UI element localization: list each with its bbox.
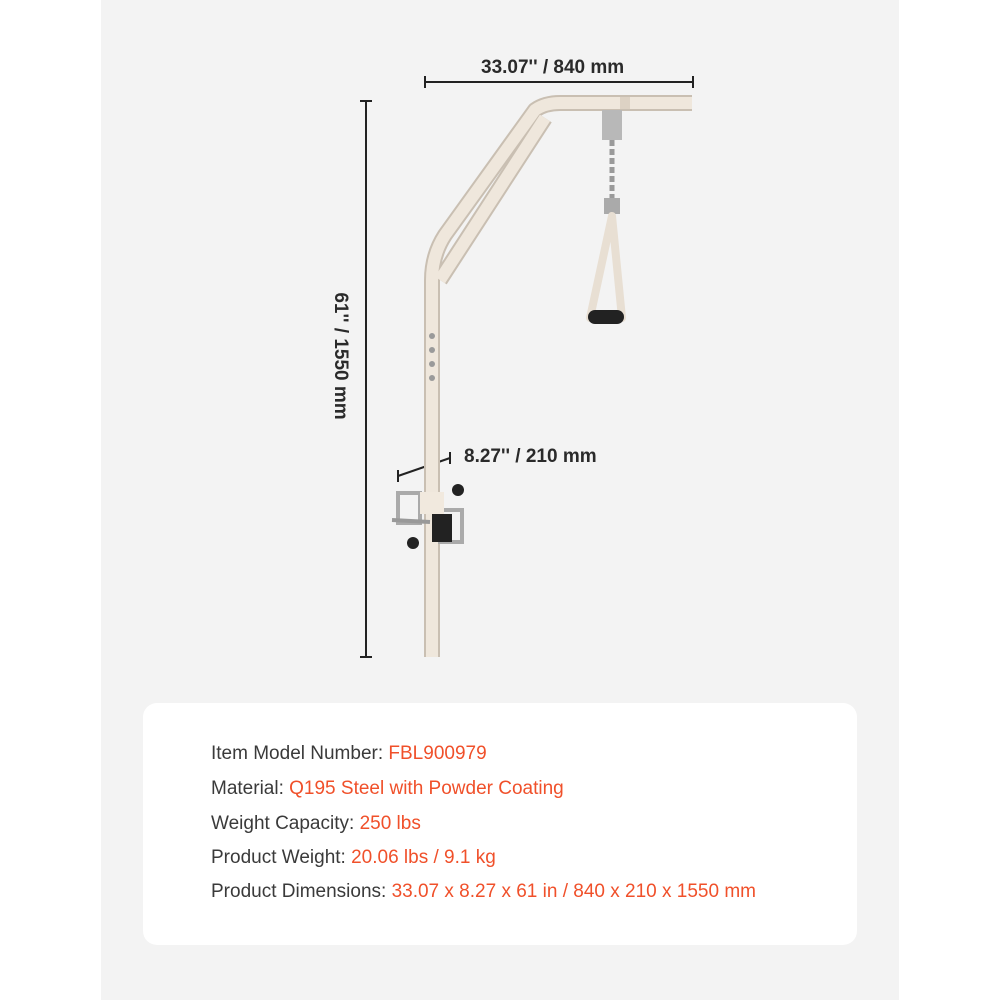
clamp-dimension-label: 8.27'' / 210 mm — [464, 446, 597, 467]
width-dimension-label: 33.07'' / 840 mm — [481, 57, 625, 78]
spec-product-weight — [211, 847, 496, 869]
spec-value: Q195 Steel with Powder Coating — [289, 778, 564, 799]
spec-value: FBL900979 — [388, 743, 487, 764]
spec-label: Item Model Number: — [211, 743, 389, 764]
spec-weight-capacity — [211, 813, 421, 835]
spec-label: Material: — [211, 778, 290, 799]
spec-label: Product Weight: — [211, 847, 352, 868]
spec-value: 33.07 x 8.27 x 61 in / 840 x 210 x 1550 mm — [391, 881, 756, 902]
spec-label: Weight Capacity: — [211, 813, 360, 834]
spec-label: Product Dimensions: — [211, 881, 392, 902]
spec-model-number — [211, 743, 487, 765]
spec-value: 20.06 lbs / 9.1 kg — [351, 847, 496, 868]
specs-card — [143, 703, 857, 945]
height-dimension-label: 61'' / 1550 mm — [330, 292, 351, 420]
spec-value: 250 lbs — [359, 813, 421, 834]
spec-material — [211, 778, 564, 800]
spec-product-dimensions — [211, 881, 756, 903]
